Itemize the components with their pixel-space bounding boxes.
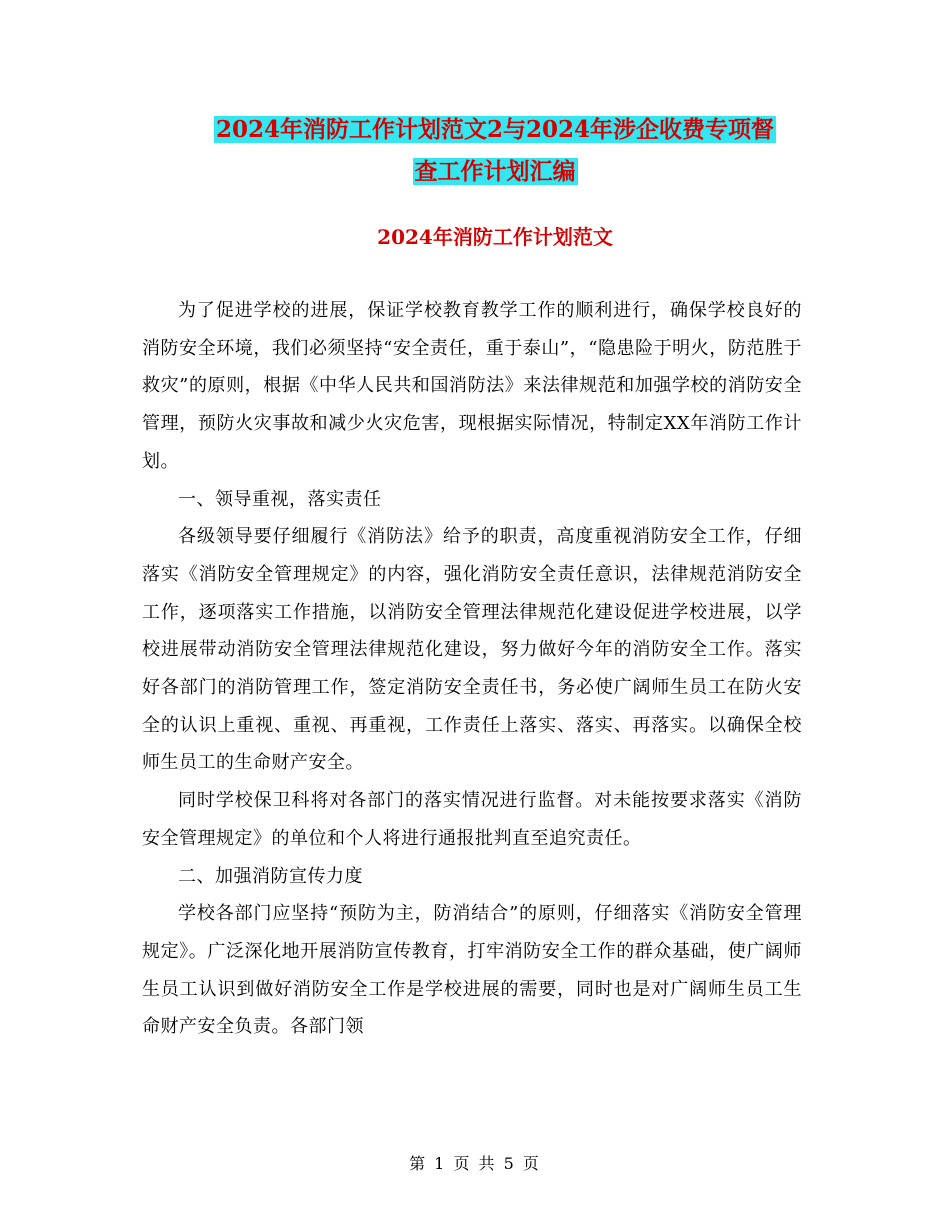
paragraph-supervision: 同时学校保卫科将对各部门的落实情况进行监督。对未能按要求落实《消防安全管理规定》的单位和个人将进行通报批判直至追究责任。	[142, 790, 802, 849]
document-title-line-2	[150, 152, 840, 192]
document-title-line-1	[150, 110, 840, 150]
paragraph-publicity: 学校各部门应坚持“预防为主，防消结合”的原则，仔细落实《消防安全管理规定》。广泛深化地开展消防宣传教育，打牢消防安全工作的群众基础，使广阔师生员工认识到做好消防安全工作是学校进展的需要，同时也是对广阔师生员工生命财产安全负责。各部门领	[142, 903, 802, 1038]
paragraph-intro: 为了促进学校的进展，保证学校教育教学工作的顺利进行，确保学校良好的消防安全环境，我们必须坚持“安全责任，重于泰山”，“隐患险于明火，防范胜于救灾”的原则，根据《中华人民共和国消防法》来法律规范和加强学校的消防安全管理，预防火灾事故和减少火灾危害，现根据实际情况，特制定XX年消防工作计划。	[142, 300, 802, 472]
document-title-text-1: 2024年消防工作计划范文2与2024年涉企收费专项督	[215, 116, 775, 143]
heading-leadership: 一、领导重视，落实责任	[178, 488, 382, 510]
paragraph-leadership: 各级领导要仔细履行《消防法》给予的职责，高度重视消防安全工作，仔细落实《消防安全管理规定》的内容，强化消防安全责任意识，法律规范消防安全工作，逐项落实工作措施，以消防安全管理法律规范化建设促进学校进展，以学校进展带动消防安全管理法律规范化建设，努力做好今年的消防安全工作。落实好各部门的消防管理工作，签定消防安全责任书，务必使广阔师生员工在防火安全的认识上重视、重视、再重视，工作责任上落实、落实、再落实。以确保全校师生员工的生命财产安全。	[142, 526, 802, 774]
section-title: 2024年消防工作计划范文	[377, 225, 613, 249]
document-title-text-2: 查工作计划汇编	[414, 158, 576, 185]
document-body	[142, 292, 802, 1046]
heading-publicity: 二、加强消防宣传力度	[178, 865, 363, 887]
page-number-footer: 第 1 页 共 5 页	[409, 1154, 541, 1173]
